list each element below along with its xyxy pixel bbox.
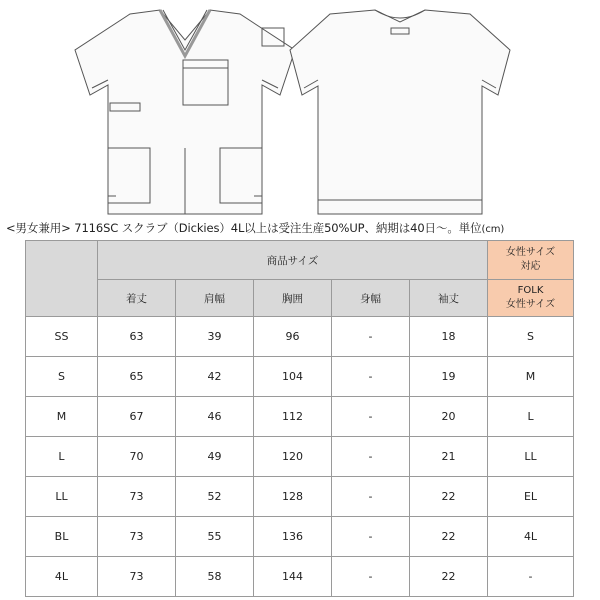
womens-size-cell: - [488,557,574,597]
table-row [26,477,574,517]
caption-text: <男女兼用> 7116SC スクラブ（Dickies）4L以上は受注生産50%UP、納期は40日～。単位 [6,221,482,235]
body-width-cell: - [332,557,410,597]
shoulder-cell: 39 [176,317,254,357]
table-row [26,397,574,437]
shoulder-cell: 52 [176,477,254,517]
col-header-body-width: 身幅 [332,280,410,317]
back-scrub-drawing [290,10,510,214]
sleeve-cell: 20 [410,397,488,437]
chest-cell: 120 [254,437,332,477]
header-row-2 [26,280,574,317]
shoulder-cell: 49 [176,437,254,477]
body-width-cell: - [332,317,410,357]
sleeve-cell: 22 [410,517,488,557]
sleeve-cell: 21 [410,437,488,477]
womens-header-line2: 対応 [520,261,541,272]
garment-illustrations [0,0,600,218]
womens-header-line1: 女性サイズ [505,247,556,258]
womens-size-cell: 4L [488,517,574,557]
caption-unit: (cm) [481,224,505,235]
size-header-blank [26,241,98,317]
shoulder-cell: 46 [176,397,254,437]
length-cell: 73 [98,557,176,597]
size-chart-table [25,240,574,597]
table-row [26,437,574,477]
folk-header-line2: 女性サイズ [505,299,556,310]
size-chart-caption [6,219,596,237]
length-cell: 63 [98,317,176,357]
chest-cell: 144 [254,557,332,597]
shoulder-cell: 58 [176,557,254,597]
womens-size-cell: L [488,397,574,437]
body-width-cell: - [332,357,410,397]
table-row [26,517,574,557]
size-label-cell: 4L [26,557,98,597]
womens-size-cell: M [488,357,574,397]
chest-cell: 112 [254,397,332,437]
length-cell: 73 [98,477,176,517]
sleeve-cell: 19 [410,357,488,397]
body-width-cell: - [332,437,410,477]
length-cell: 70 [98,437,176,477]
womens-size-cell: S [488,317,574,357]
sleeve-cell: 22 [410,477,488,517]
table-row [26,317,574,357]
womens-size-cell: EL [488,477,574,517]
folk-header-line1: FOLK [517,285,544,296]
size-label-cell: SS [26,317,98,357]
front-scrub-drawing [75,10,295,214]
length-cell: 73 [98,517,176,557]
folk-size-header [488,280,574,317]
shoulder-cell: 42 [176,357,254,397]
col-header-sleeve: 袖丈 [410,280,488,317]
size-label-cell: S [26,357,98,397]
size-rows [26,317,574,597]
col-header-shoulder: 肩幅 [176,280,254,317]
body-width-cell: - [332,477,410,517]
chest-cell: 136 [254,517,332,557]
length-cell: 67 [98,397,176,437]
size-label-cell: LL [26,477,98,517]
body-width-cell: - [332,397,410,437]
table-row [26,557,574,597]
sleeve-cell: 22 [410,557,488,597]
length-cell: 65 [98,357,176,397]
body-width-cell: - [332,517,410,557]
size-label-cell: BL [26,517,98,557]
shoulder-cell: 55 [176,517,254,557]
col-header-length: 着丈 [98,280,176,317]
header-row-1 [26,241,574,280]
size-label-cell: L [26,437,98,477]
table-row [26,357,574,397]
chest-cell: 104 [254,357,332,397]
product-size-header: 商品サイズ [98,241,488,280]
sleeve-cell: 18 [410,317,488,357]
chest-cell: 128 [254,477,332,517]
womens-size-cell: LL [488,437,574,477]
chest-cell: 96 [254,317,332,357]
womens-size-header [488,241,574,280]
col-header-chest: 胸囲 [254,280,332,317]
size-label-cell: M [26,397,98,437]
